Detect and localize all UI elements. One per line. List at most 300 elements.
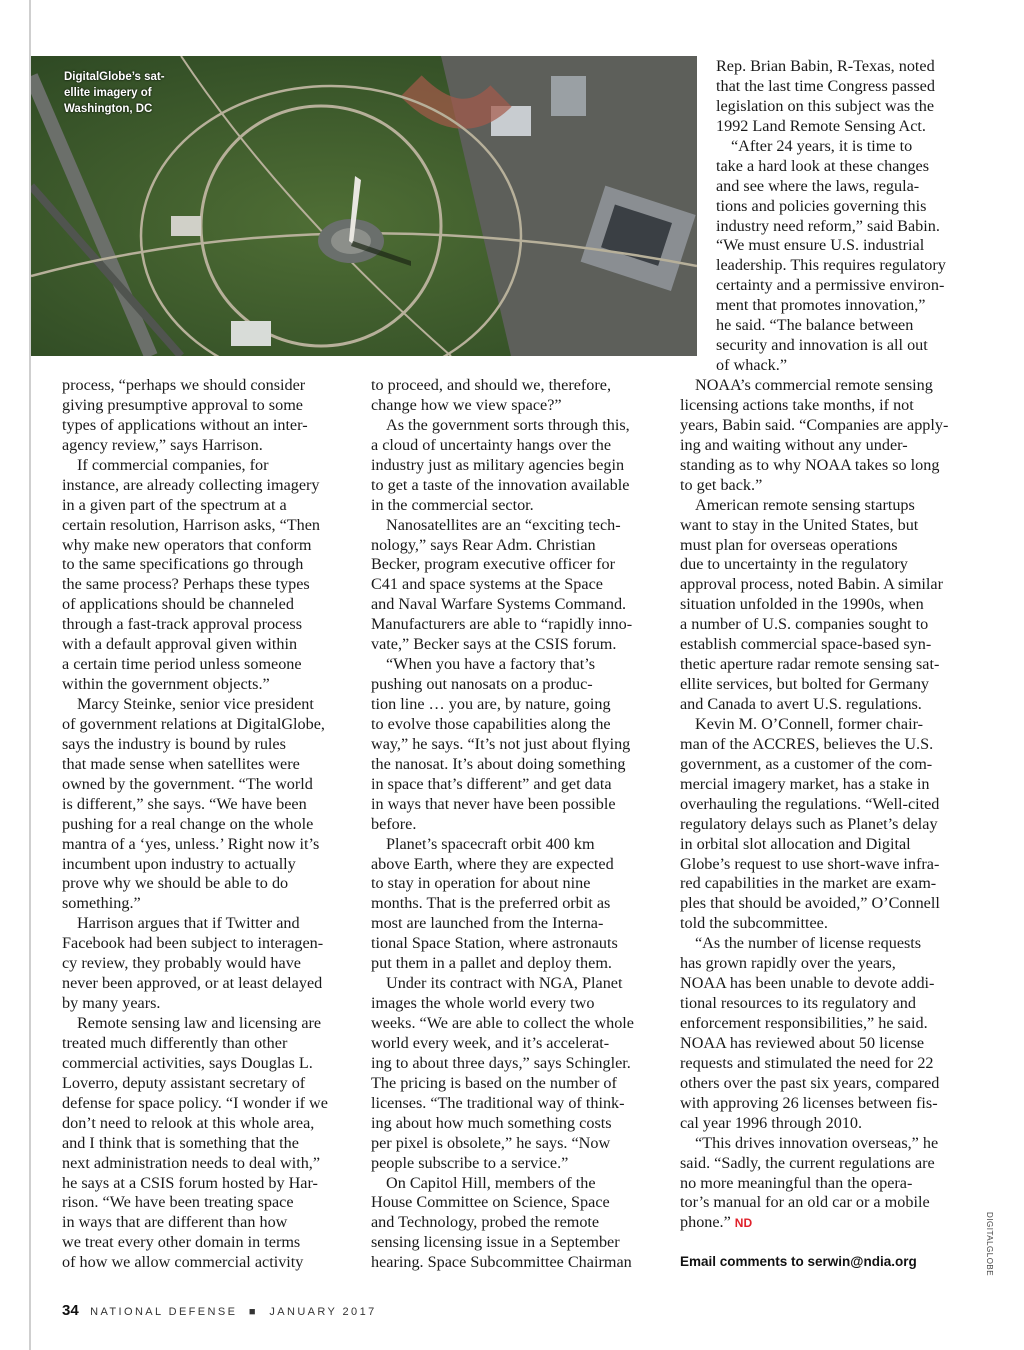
text-line <box>62 894 328 914</box>
line-text: Becker, program executive officer for <box>371 555 615 574</box>
text-line <box>371 954 634 974</box>
line-text: to stay in operation for about nine <box>371 874 591 893</box>
text-line <box>371 1174 634 1194</box>
text-line <box>680 396 948 416</box>
text-line <box>371 1154 634 1174</box>
line-text: Remote sensing law and licensing are <box>77 1014 322 1032</box>
text-line <box>62 476 328 496</box>
line-text: of applications should be channeled <box>62 595 294 614</box>
text-line <box>680 516 948 536</box>
line-text: House Committee on Science, Space <box>371 1193 610 1212</box>
line-text: we treat every other domain in terms <box>62 1233 301 1252</box>
line-text: to get back.” <box>680 475 763 494</box>
text-line <box>680 456 948 476</box>
text-line <box>371 1034 634 1054</box>
line-text: most are launched from the Interna- <box>371 914 604 933</box>
paragraph <box>62 695 328 914</box>
text-line <box>371 536 634 556</box>
text-line <box>680 715 948 735</box>
text-line <box>716 117 946 137</box>
text-line <box>62 416 328 436</box>
line-text: prove why we should be able to do <box>62 874 289 893</box>
article-column-1 <box>62 376 328 1273</box>
line-text: that made sense when satellites were <box>62 754 300 773</box>
line-text: On Capitol Hill, members of the <box>386 1173 596 1192</box>
paragraph <box>680 376 948 496</box>
line-text: Loverro, deputy assistant secretary of <box>62 1073 306 1092</box>
line-text: Facebook had been subject to interagen- <box>62 934 324 953</box>
text-line <box>371 1253 634 1273</box>
line-text: establish commercial space-based syn- <box>680 635 932 654</box>
line-text: If commercial companies, for <box>77 455 269 474</box>
line-text: don’t need to relook at this whole area, <box>62 1113 315 1132</box>
line-text: giving presumptive approval to some <box>62 395 303 414</box>
line-text: cy review, they probably would have <box>62 954 301 973</box>
text-line <box>680 835 948 855</box>
line-text: ing about how much something costs <box>371 1113 612 1132</box>
text-line <box>62 1134 328 1154</box>
text-line <box>371 1193 634 1213</box>
line-text: ing to about three days,” says Schingler. <box>371 1053 631 1072</box>
text-line <box>371 615 634 635</box>
line-text: in orbital slot allocation and Digital <box>680 834 911 853</box>
text-line <box>680 735 948 755</box>
text-line <box>62 1094 328 1114</box>
text-line <box>680 1014 948 1034</box>
line-text: Planet’s spacecraft orbit 400 km <box>386 834 595 853</box>
text-line <box>680 894 948 914</box>
line-text: “We must ensure U.S. industrial <box>716 236 925 255</box>
line-text: Under its contract with NGA, Planet <box>386 974 623 993</box>
text-line <box>62 615 328 635</box>
line-text: in ways that are different than how <box>62 1213 288 1232</box>
line-text: man of the ACCRES, believes the U.S. <box>680 734 934 753</box>
text-line <box>62 575 328 595</box>
text-line <box>62 755 328 775</box>
line-text: with approving 26 licenses between fis- <box>680 1093 938 1112</box>
text-line <box>371 934 634 954</box>
photo-credit: DIGITALGLOBE <box>985 1212 994 1277</box>
text-line <box>716 236 946 256</box>
line-text: ples that should be avoided,” O’Connell <box>680 894 940 913</box>
text-line <box>680 1094 948 1114</box>
line-text: with a default approval given within <box>62 635 298 654</box>
line-text: security and innovation is all out <box>716 336 928 355</box>
line-text: change how we view space?” <box>371 395 562 414</box>
paragraph <box>680 1134 948 1234</box>
end-mark: ND <box>734 1216 753 1231</box>
line-text: rison. “We have been treating space <box>62 1193 294 1212</box>
line-text: overhauling the regulations. “Well-cited <box>680 794 940 813</box>
line-text: industry just as military agencies begin <box>371 455 625 474</box>
line-text: world every week, and it’s accelerat- <box>371 1033 610 1052</box>
line-text: red capabilities in the market are exam- <box>680 874 937 893</box>
text-line <box>62 855 328 875</box>
text-line <box>371 835 634 855</box>
paragraph <box>716 137 946 376</box>
text-line <box>62 456 328 476</box>
line-text: NOAA has been unable to devote addi- <box>680 974 935 993</box>
text-line <box>62 994 328 1014</box>
text-line <box>680 376 948 396</box>
text-line <box>62 1213 328 1233</box>
line-text: Harrison argues that if Twitter and <box>77 914 300 933</box>
text-line <box>680 1074 948 1094</box>
line-text: NOAA has reviewed about 50 license <box>680 1033 925 1052</box>
line-text: leadership. This requires regulatory <box>716 256 946 275</box>
text-line <box>371 775 634 795</box>
line-text: vate,” Becker says at the CSIS forum. <box>371 635 617 654</box>
line-text: requests and stimulated the need for 22 <box>680 1053 934 1072</box>
line-text: process, “perhaps we should consider <box>62 376 306 394</box>
text-line <box>371 1114 634 1134</box>
text-line <box>62 954 328 974</box>
line-text: “After 24 years, it is time to <box>731 136 913 155</box>
line-text: is different,” she says. “We have been <box>62 794 307 813</box>
text-line <box>371 516 634 536</box>
page-number: 34 <box>62 1302 79 1319</box>
text-line <box>371 1014 634 1034</box>
text-line <box>62 1054 328 1074</box>
text-line <box>680 994 948 1014</box>
paragraph <box>680 496 948 715</box>
text-line <box>680 1034 948 1054</box>
line-text: people subscribe to a service.” <box>371 1153 569 1172</box>
paragraph <box>680 715 948 934</box>
text-line <box>680 675 948 695</box>
text-line <box>62 735 328 755</box>
paragraph <box>62 376 328 456</box>
line-text: licenses. “The traditional way of think- <box>371 1093 625 1112</box>
line-text: 1992 Land Remote Sensing Act. <box>716 116 926 135</box>
line-text: to proceed, and should we, therefore, <box>371 376 612 394</box>
text-line <box>371 476 634 496</box>
line-text: tional resources to its regulatory and <box>680 994 916 1013</box>
line-text: others over the past six years, compared <box>680 1073 940 1092</box>
paragraph <box>371 376 634 416</box>
line-text: above Earth, where they are expected <box>371 854 614 873</box>
line-text: that the last time Congress passed <box>716 76 935 95</box>
line-text: in ways that never have been possible <box>371 794 616 813</box>
text-line <box>680 874 948 894</box>
article-column-2 <box>371 376 634 1273</box>
text-line <box>371 575 634 595</box>
line-text: before. <box>371 814 417 833</box>
text-line <box>680 974 948 994</box>
line-text: C41 and space systems at the Space <box>371 575 603 594</box>
line-text: in the commercial sector. <box>371 495 534 514</box>
line-text: cal year 1996 through 2010. <box>680 1113 863 1132</box>
text-line <box>371 496 634 516</box>
text-line <box>680 695 948 715</box>
line-text: due to uncertainty in the regulatory <box>680 555 908 574</box>
paragraph <box>62 456 328 695</box>
line-text: take a hard look at these changes <box>716 156 930 175</box>
text-line <box>680 1054 948 1074</box>
text-line <box>371 416 634 436</box>
text-line <box>62 555 328 575</box>
text-line <box>371 695 634 715</box>
text-line <box>371 974 634 994</box>
line-text: by many years. <box>62 994 161 1013</box>
line-text: treated much differently than other <box>62 1033 288 1052</box>
line-text: government, as a customer of the com- <box>680 754 933 773</box>
text-line <box>62 1034 328 1054</box>
line-text: legislation on this subject was the <box>716 96 935 115</box>
line-text: never been approved, or at least delayed <box>62 974 323 993</box>
line-text: pushing out nanosats on a produc- <box>371 675 593 694</box>
line-text: he said. “The balance between <box>716 316 914 335</box>
text-line <box>62 695 328 715</box>
line-text: way,” he says. “It’s not just about flying <box>371 734 631 753</box>
text-line <box>680 1213 948 1233</box>
line-text: in space that’s different” and get data <box>371 774 612 793</box>
text-line <box>680 476 948 496</box>
text-line <box>62 1074 328 1094</box>
line-text: through a fast-track approval process <box>62 615 303 634</box>
line-text: commercial activities, says Douglas L. <box>62 1053 313 1072</box>
line-text: phone.” <box>680 1213 731 1232</box>
line-text: images the whole world every two <box>371 994 595 1013</box>
line-text: industry need reform,” said Babin. <box>716 216 940 235</box>
line-text: “When you have a factory that’s <box>386 655 595 674</box>
text-line <box>371 755 634 775</box>
line-text: hearing. Space Subcommittee Chairman <box>371 1253 632 1272</box>
line-text: ment that promotes innovation,” <box>716 296 926 315</box>
email-comments-line: Email comments to serwin@ndia.org <box>680 1254 917 1269</box>
line-text: next administration needs to deal with,” <box>62 1153 321 1172</box>
text-line <box>62 396 328 416</box>
line-text: a number of U.S. companies sought to <box>680 615 929 634</box>
text-line <box>680 1193 948 1213</box>
line-text: to the same specifications go through <box>62 555 304 574</box>
text-line <box>62 974 328 994</box>
line-text: thetic aperture radar remote sensing sat- <box>680 655 940 674</box>
line-text: pushing for a real change on the whole <box>62 814 314 833</box>
line-text: a certain time period unless someone <box>62 655 302 674</box>
text-line <box>680 934 948 954</box>
line-text: certainty and a permissive environ- <box>716 276 945 295</box>
line-text: Nanosatellites are an “exciting tech- <box>386 515 621 534</box>
text-line <box>62 635 328 655</box>
line-text: owned by the government. “The world <box>62 774 313 793</box>
line-text: months. That is the preferred orbit as <box>371 894 611 913</box>
line-text: certain resolution, Harrison asks, “Then <box>62 515 321 534</box>
line-text: and see where the laws, regula- <box>716 176 920 195</box>
line-text: to evolve those capabilities along the <box>371 714 611 733</box>
line-text: Globe’s request to use short-wave infra- <box>680 854 940 873</box>
line-text: The pricing is based on the number of <box>371 1073 617 1092</box>
text-line <box>680 595 948 615</box>
paragraph <box>62 1014 328 1273</box>
text-line <box>680 536 948 556</box>
text-line <box>680 1114 948 1134</box>
line-text: has grown rapidly over the years, <box>680 954 896 973</box>
text-line <box>716 316 946 336</box>
text-line <box>680 914 948 934</box>
line-text: and Canada to avert U.S. regulations. <box>680 695 922 713</box>
line-text: incumbent upon industry to actually <box>62 854 296 873</box>
text-line <box>716 137 946 157</box>
text-line <box>62 675 328 695</box>
line-text: nology,” says Rear Adm. Christian <box>371 535 596 554</box>
footer-separator: ■ <box>248 1306 258 1318</box>
text-line <box>371 1054 634 1074</box>
line-text: “This drives innovation overseas,” he <box>695 1133 939 1152</box>
text-line <box>371 376 634 396</box>
text-line <box>62 1193 328 1213</box>
line-text: and Naval Warfare Systems Command. <box>371 595 627 614</box>
line-text: why make new operators that conform <box>62 535 312 554</box>
text-line <box>371 655 634 675</box>
text-line <box>62 795 328 815</box>
line-text: American remote sensing startups <box>695 495 915 514</box>
line-text: the nanosat. It’s about doing something <box>371 754 626 773</box>
text-line <box>680 795 948 815</box>
line-text: NOAA’s commercial remote sensing <box>695 376 933 394</box>
text-line <box>371 555 634 575</box>
text-line <box>371 815 634 835</box>
text-line <box>371 715 634 735</box>
line-text: approval process, noted Babin. A similar <box>680 575 943 594</box>
text-line <box>716 97 946 117</box>
line-text: must plan for overseas operations <box>680 535 898 554</box>
text-line <box>62 1154 328 1174</box>
line-text: he says at a CSIS forum hosted by Har- <box>62 1173 318 1192</box>
text-line <box>680 655 948 675</box>
line-text: mantra of a ‘yes, unless.’ Right now it’s <box>62 834 320 853</box>
text-line <box>62 1253 328 1273</box>
text-line <box>62 815 328 835</box>
article-column-3-top <box>716 57 946 376</box>
text-line <box>680 1154 948 1174</box>
line-text: standing as to why NOAA takes so long <box>680 455 940 474</box>
line-text: ing and waiting without any under- <box>680 435 908 454</box>
text-line <box>680 416 948 436</box>
text-line <box>62 516 328 536</box>
line-text: in a given part of the spectrum at a <box>62 495 287 514</box>
text-line <box>716 197 946 217</box>
line-text: to get a taste of the innovation available <box>371 475 630 494</box>
text-line <box>680 775 948 795</box>
text-line <box>371 595 634 615</box>
line-text: ellite services, but bolted for Germany <box>680 675 930 694</box>
text-line <box>716 77 946 97</box>
text-line <box>716 217 946 237</box>
line-text: instance, are already collecting imagery <box>62 475 320 494</box>
line-text: Manufacturers are able to “rapidly inno- <box>371 615 633 634</box>
line-text: enforcement responsibilities,” he said. <box>680 1014 928 1032</box>
text-line <box>62 1174 328 1194</box>
page-footer <box>62 1302 377 1319</box>
text-line <box>680 635 948 655</box>
text-line <box>371 1213 634 1233</box>
line-text: situation unfolded in the 1990s, when <box>680 595 924 614</box>
photo-caption: DigitalGlobe’s sat-ellite imagery of Washington, DC <box>64 71 165 115</box>
text-line <box>680 1174 948 1194</box>
paragraph <box>371 655 634 834</box>
line-text: within the government objects.” <box>62 675 270 694</box>
text-line <box>680 496 948 516</box>
text-line <box>371 894 634 914</box>
text-line <box>62 536 328 556</box>
line-text: licensing actions take months, if not <box>680 395 914 414</box>
text-line <box>680 575 948 595</box>
text-line <box>680 436 948 456</box>
text-line <box>371 735 634 755</box>
text-line <box>371 1094 634 1114</box>
paragraph <box>371 974 634 1173</box>
text-line <box>62 1114 328 1134</box>
text-line <box>371 436 634 456</box>
line-text: tor’s manual for an old car or a mobile <box>680 1193 930 1212</box>
line-text: of whack.” <box>716 356 788 375</box>
line-text: regulatory delays such as Planet’s delay <box>680 814 938 833</box>
text-line <box>371 456 634 476</box>
text-line <box>62 595 328 615</box>
line-text: Rep. Brian Babin, R-Texas, noted <box>716 57 935 75</box>
text-line <box>680 1134 948 1154</box>
text-line <box>371 874 634 894</box>
text-line <box>680 755 948 775</box>
paragraph <box>371 416 634 516</box>
line-text: want to stay in the United States, but <box>680 515 919 534</box>
text-line <box>62 436 328 456</box>
text-line <box>680 815 948 835</box>
paragraph <box>716 57 946 137</box>
line-text: tions and policies governing this <box>716 196 927 215</box>
text-line <box>371 795 634 815</box>
paragraph <box>62 914 328 1014</box>
line-text: “As the number of license requests <box>695 934 922 953</box>
text-line <box>371 994 634 1014</box>
text-line <box>62 496 328 516</box>
line-text: of how we allow commercial activity <box>62 1253 304 1272</box>
line-text: types of applications without an inter- <box>62 415 308 434</box>
text-line <box>716 177 946 197</box>
line-text: Marcy Steinke, senior vice president <box>77 695 314 713</box>
line-text: defense for space policy. “I wonder if we <box>62 1093 328 1112</box>
article-column-3 <box>680 376 948 1233</box>
text-line <box>371 635 634 655</box>
text-line <box>371 1074 634 1094</box>
paragraph <box>371 835 634 975</box>
text-line <box>62 376 328 396</box>
line-text: mercial imagery market, has a stake in <box>680 774 930 793</box>
text-line <box>62 715 328 735</box>
line-text: per pixel is obsolete,” he says. “Now <box>371 1133 611 1152</box>
text-line <box>716 336 946 356</box>
line-text: told the subcommittee. <box>680 914 828 933</box>
text-line <box>716 256 946 276</box>
text-line <box>371 675 634 695</box>
line-text: and Technology, probed the remote <box>371 1213 600 1232</box>
text-line <box>371 1134 634 1154</box>
paragraph <box>371 1174 634 1274</box>
line-text: As the government sorts through this, <box>386 415 630 434</box>
issue-date: JANUARY 2017 <box>269 1306 377 1318</box>
text-line <box>716 296 946 316</box>
line-text: tional Space Station, where astronauts <box>371 934 618 953</box>
text-line <box>716 356 946 376</box>
line-text: weeks. “We are able to collect the whole <box>371 1014 634 1032</box>
text-line <box>371 396 634 416</box>
text-line <box>62 835 328 855</box>
text-line <box>62 1233 328 1253</box>
line-text: said. “Sadly, the current regulations are <box>680 1153 935 1172</box>
line-text: sensing licensing issue in a September <box>371 1233 620 1252</box>
line-text: the same process? Perhaps these types <box>62 575 310 594</box>
